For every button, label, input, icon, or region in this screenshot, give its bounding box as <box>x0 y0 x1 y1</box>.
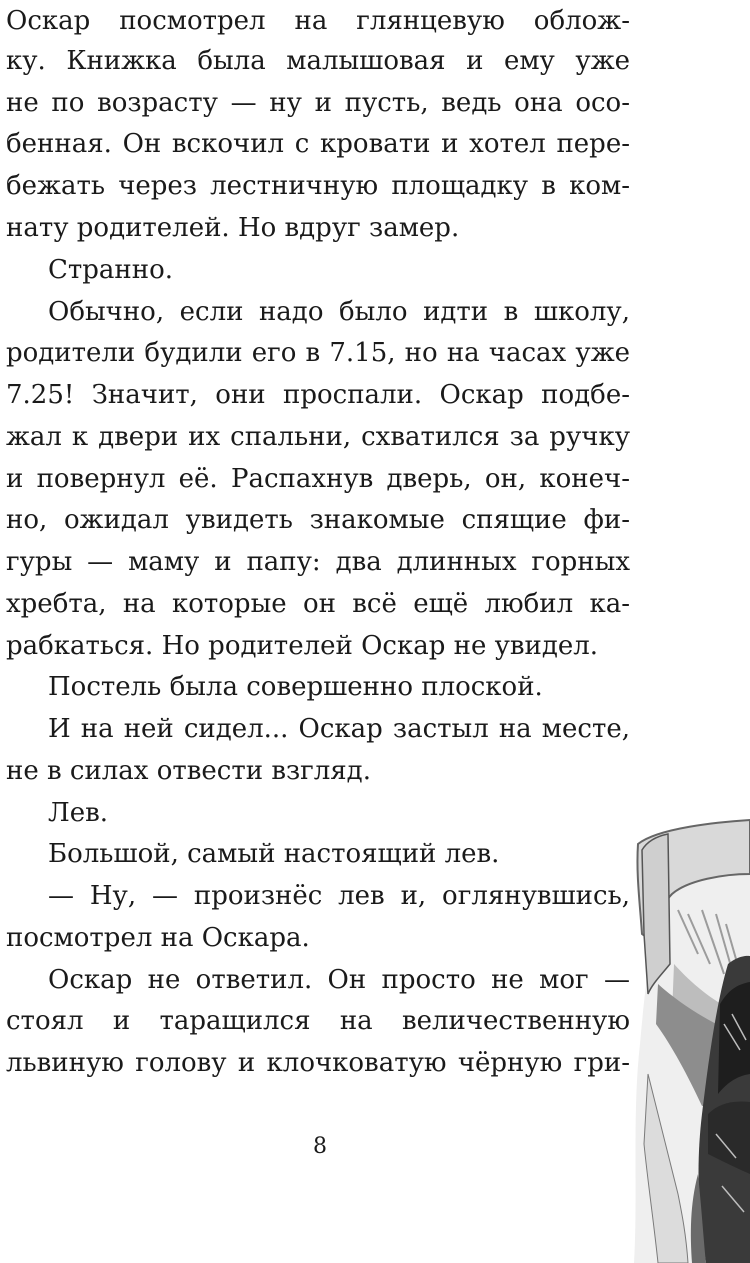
text-line: рабкаться. Но родителей Оскар не увидел. <box>6 631 599 661</box>
text-line: жал к двери их спальни, схватился за ручку <box>6 422 630 452</box>
text-line: Большой, самый настоящий лев. <box>48 839 500 869</box>
text-line: посмотрел на Оскара. <box>6 923 310 953</box>
text-line: гуры — маму и папу: два длинных горных <box>6 547 630 577</box>
text-line: родители будили его в 7.15, но на часах уже <box>6 338 630 368</box>
text-line: Лев. <box>48 798 108 828</box>
lion-illustration <box>628 814 750 1263</box>
text-line: бенная. Он вскочил с кровати и хотел пере- <box>6 129 630 159</box>
text-line: — Ну, — произнёс лев и, оглянувшись, <box>48 881 630 911</box>
text-line: львиную голову и клочковатую чёрную гри- <box>6 1048 630 1078</box>
text-line: Обычно, если надо было идти в школу, <box>48 297 630 327</box>
text-line: бежать через лестничную площадку в ком- <box>6 171 630 201</box>
text-line: ку. Книжка была малышовая и ему уже <box>6 46 630 76</box>
text-line: И на ней сидел... Оскар застыл на месте, <box>48 714 630 744</box>
page-number: 8 <box>313 1134 327 1159</box>
text-line: но, ожидал увидеть знакомые спящие фи- <box>6 505 630 535</box>
text-line: Оскар не ответил. Он просто не мог — <box>48 965 630 995</box>
text-line: Постель была совершенно плоской. <box>48 672 543 702</box>
text-line: не в силах отвести взгляд. <box>6 756 371 786</box>
text-line: стоял и таращился на величественную <box>6 1006 630 1036</box>
text-line: Оскар посмотрел на глянцевую облож- <box>6 6 630 36</box>
text-line: нату родителей. Но вдруг замер. <box>6 213 460 243</box>
text-line: Странно. <box>48 255 173 285</box>
text-line: не по возрасту — ну и пусть, ведь она осо- <box>6 88 630 118</box>
text-line: и повернул её. Распахнув дверь, он, конеч- <box>6 464 630 494</box>
text-line: 7.25! Значит, они проспали. Оскар подбе- <box>6 380 630 410</box>
text-line: хребта, на которые он всё ещё любил ка- <box>6 589 630 619</box>
